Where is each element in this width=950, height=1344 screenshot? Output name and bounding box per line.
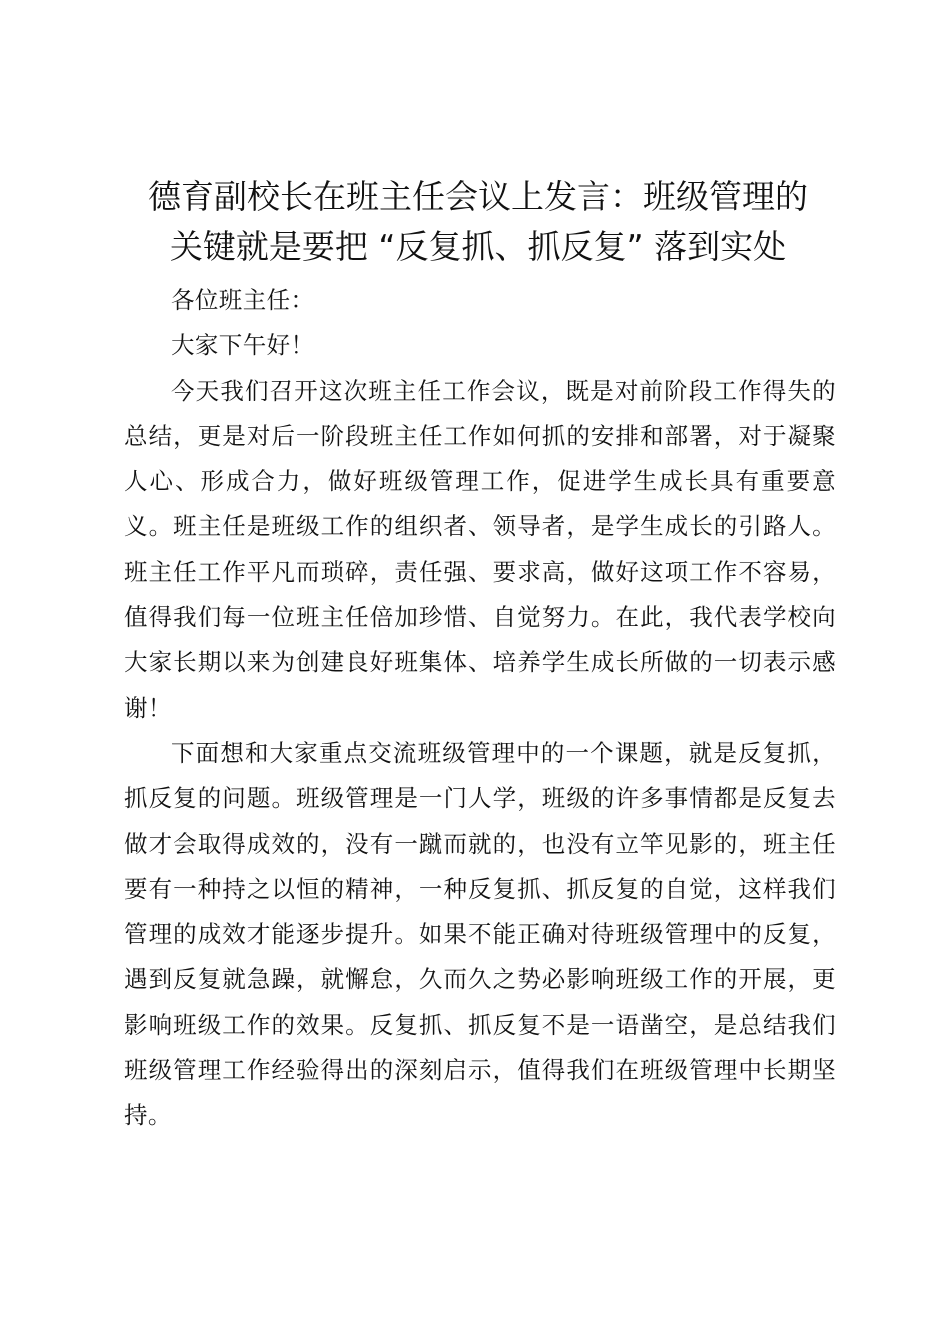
title-line-2: 关键就是要把 “反复抓、抓反复” 落到实处 xyxy=(169,227,787,266)
document-body xyxy=(124,278,836,1139)
title-line-1: 德育副校长在班主任会议上发言：班级管理的 xyxy=(148,177,808,216)
document-title xyxy=(118,172,838,272)
salutation: 各位班主任： xyxy=(171,286,315,314)
paragraph-2: 下面想和大家重点交流班级管理中的一个课题，就是反复抓，抓反复的问题。班级管理是一门人学，班级的许多事情都是反复去做才会取得成效的，没有一蹴而就的，也没有立竿见影的，班主任要有一种持之以恒的精神，一种反复抓、抓反复的自觉，这样我们管理的成效才能逐步提升。如果不能正确对待班级管理中的反复，遇到反复就急躁，就懈怠，久而久之势必影响班级工作的开展，更影响班级工作的效果。反复抓、抓反复不是一语凿空，是总结我们班级管理工作经验得出的深刻启示，值得我们在班级管理中长期坚持。 xyxy=(124,738,836,1130)
paragraph-1: 今天我们召开这次班主任工作会议，既是对前阶段工作得失的总结，更是对后一阶段班主任工作如何抓的安排和部署，对于凝聚人心、形成合力，做好班级管理工作，促进学生成长具有重要意义。班主任是班级工作的组织者、领导者，是学生成长的引路人。班主任工作平凡而琐碎，责任强、要求高，做好这项工作不容易，值得我们每一位班主任倍加珍惜、自觉努力。在此，我代表学校向大家长期以来为创建良好班集体、培养学生成长所做的一切表示感谢！ xyxy=(124,376,836,722)
greeting: 大家下午好！ xyxy=(171,331,315,360)
